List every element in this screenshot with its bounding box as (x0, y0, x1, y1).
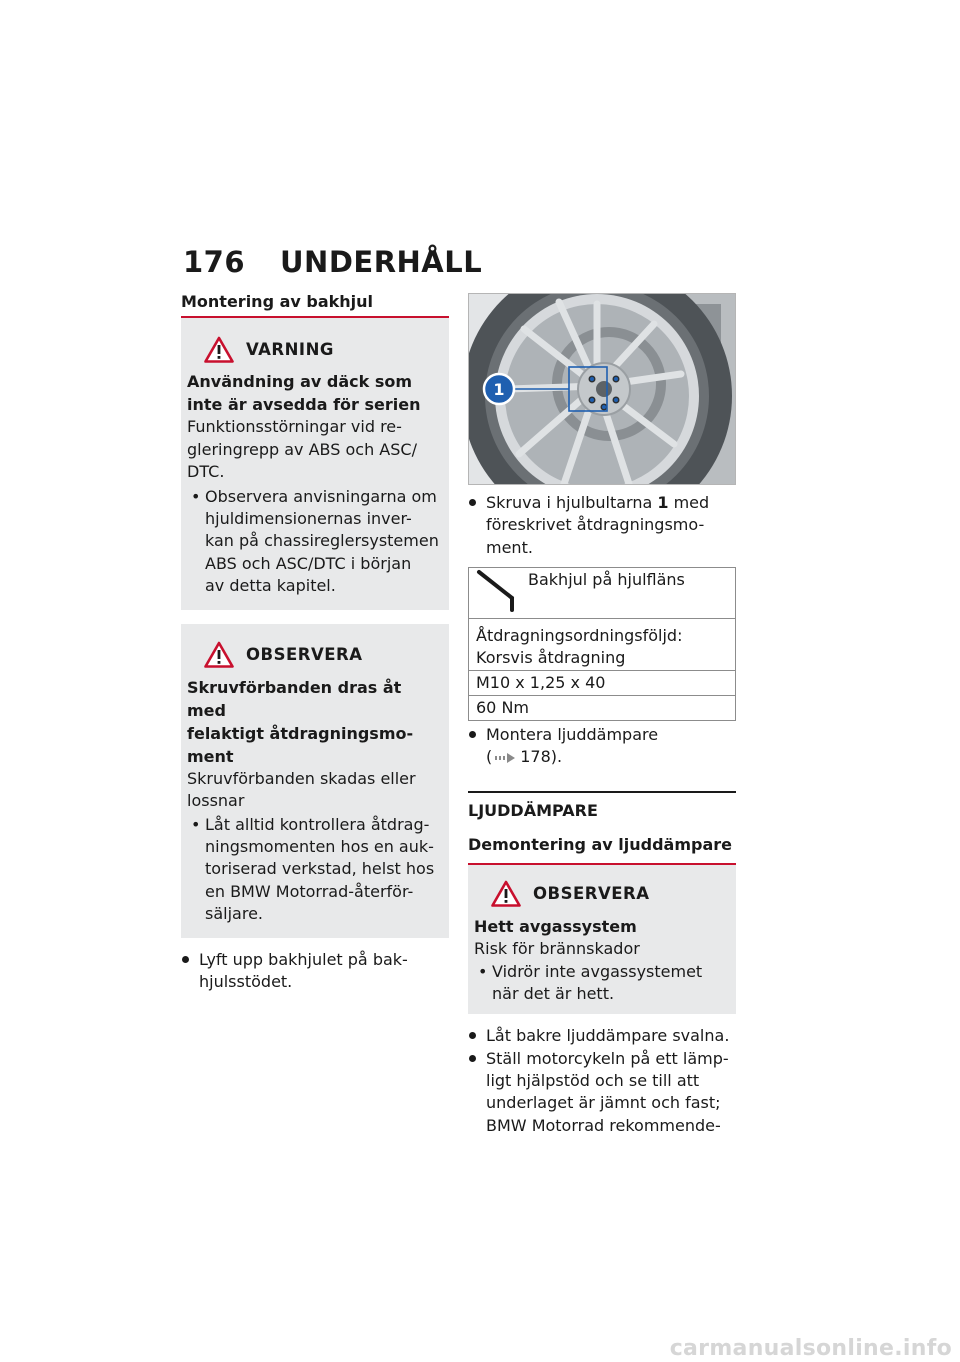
table-row (469, 568, 736, 619)
step-line: Låt bakre ljuddämpare svalna. (468, 1024, 736, 1047)
warning-label: VARNING (246, 339, 334, 359)
step-lift-wheel (181, 948, 449, 994)
text-line: hjuldimensionernas inver- (205, 508, 412, 528)
step-text: Skruva i hjulbultarna (486, 493, 653, 512)
notice-heading (474, 879, 730, 909)
page-reference: ( 178). (486, 747, 563, 766)
right-column (468, 293, 736, 1137)
table-cell (469, 619, 736, 671)
steps-muffler (468, 1024, 736, 1138)
page-number: 176 (183, 245, 246, 279)
step-line: Montera ljuddämpare (468, 723, 736, 746)
step-screw-in (468, 491, 736, 559)
warning-triangle-icon (204, 641, 234, 668)
step-text: med (673, 493, 710, 512)
text-line: ningsmomenten hos en auk- (205, 836, 434, 856)
step-line (468, 491, 736, 514)
text-line: Skruvförbanden skadas eller (187, 768, 416, 788)
warning-box (181, 318, 449, 610)
step-line: Ställ motorcykeln på ett lämp- (468, 1047, 736, 1070)
rear-wheel-illustration (469, 294, 736, 485)
step-line: Lyft upp bakhjulet på bak- (181, 948, 449, 971)
section-title: Montering av bakhjul (181, 292, 374, 311)
text-line: hjulsstödet. (199, 971, 293, 991)
text-line: Risk för brännskador (474, 938, 640, 958)
table-cell: 60 Nm (469, 696, 736, 721)
notice-bullet (187, 813, 443, 926)
text-line: av detta kapitel. (205, 576, 336, 595)
bullet-line: • Observera anvisningarna om (187, 485, 443, 508)
notice-box (181, 624, 449, 938)
spec-title: Bakhjul på hjulfläns (528, 570, 685, 589)
arrow-reference-icon (495, 752, 517, 764)
torque-wrench-icon (476, 568, 520, 612)
section-divider (468, 791, 736, 793)
text-line: DTC. (187, 462, 225, 481)
text-line: ligt hjälpstöd och se till att (486, 1070, 700, 1090)
text-line: BMW Motorrad rekommende- (486, 1115, 721, 1135)
table-row (469, 671, 736, 696)
table-cell: M10 x 1,25 x 40 (469, 671, 736, 696)
warning-heading (187, 334, 443, 364)
warning-triangle-icon (491, 880, 521, 907)
text-line: en BMW Motorrad-återför- (205, 881, 414, 901)
table-row (469, 619, 736, 671)
text-line: gleringrepp av ABS och ASC/ (187, 439, 417, 459)
text-line: ment. (486, 537, 533, 557)
warning-title-line: inte är avsedda för serien (187, 395, 421, 414)
warning-bullet (187, 485, 443, 598)
notice-label: OBSERVERA (533, 884, 650, 903)
text-line: ABS och ASC/DTC i början (205, 553, 412, 573)
text-line: toriserad verkstad, helst hos (205, 859, 435, 878)
step-mount-muffler (468, 723, 736, 769)
chapter-title: UNDERHÅLL (280, 245, 483, 279)
text-line: underlaget är jämnt och fast; (486, 1093, 721, 1112)
spec-text: Åtdragningsordningsföljd: (476, 626, 683, 645)
rear-wheel-figure (468, 293, 736, 485)
notice-box-exhaust (468, 865, 736, 1014)
page-header (183, 245, 482, 279)
table-row (469, 696, 736, 721)
text-line: lossnar (187, 791, 245, 810)
warning-title-line: Användning av däck som (187, 372, 413, 391)
text-line: säljare. (205, 904, 263, 923)
bullet-line: • Låt alltid kontrollera åtdrag- (187, 813, 443, 836)
notice-label: OBSERVERA (246, 645, 363, 664)
bullet-line: • Vidrör inte avgassystemet (474, 960, 730, 983)
table-cell (469, 568, 736, 619)
spec-text: Korsvis åtdragning (476, 648, 626, 667)
left-column (181, 290, 449, 993)
text-line: Funktionsstörningar vid re- (187, 417, 402, 436)
section-heading: LJUDDÄMPARE (468, 800, 598, 820)
notice-title-line: Skruvförbanden dras åt med (187, 677, 402, 720)
warning-text (187, 416, 443, 484)
watermark: carmanualsonline.info (669, 1336, 952, 1361)
reference-page-number: 178). (520, 747, 563, 766)
notice-title-line: Hett avgassystem (474, 916, 637, 936)
subsection-heading: Demontering av ljuddämpare (468, 834, 732, 854)
notice-title-line: ment (187, 746, 234, 766)
notice-title-line: felaktigt åtdragningsmo- (187, 723, 414, 743)
text-line: när det är hett. (492, 984, 615, 1003)
text-line: föreskrivet åtdragningsmo- (486, 515, 705, 534)
notice-heading (187, 640, 443, 670)
callout-label: 1 (493, 380, 505, 399)
warning-triangle-icon (204, 336, 234, 363)
text-line: kan på chassireglersystemen (205, 531, 439, 550)
torque-spec-table (468, 567, 736, 721)
callout-reference: 1 (657, 493, 669, 512)
